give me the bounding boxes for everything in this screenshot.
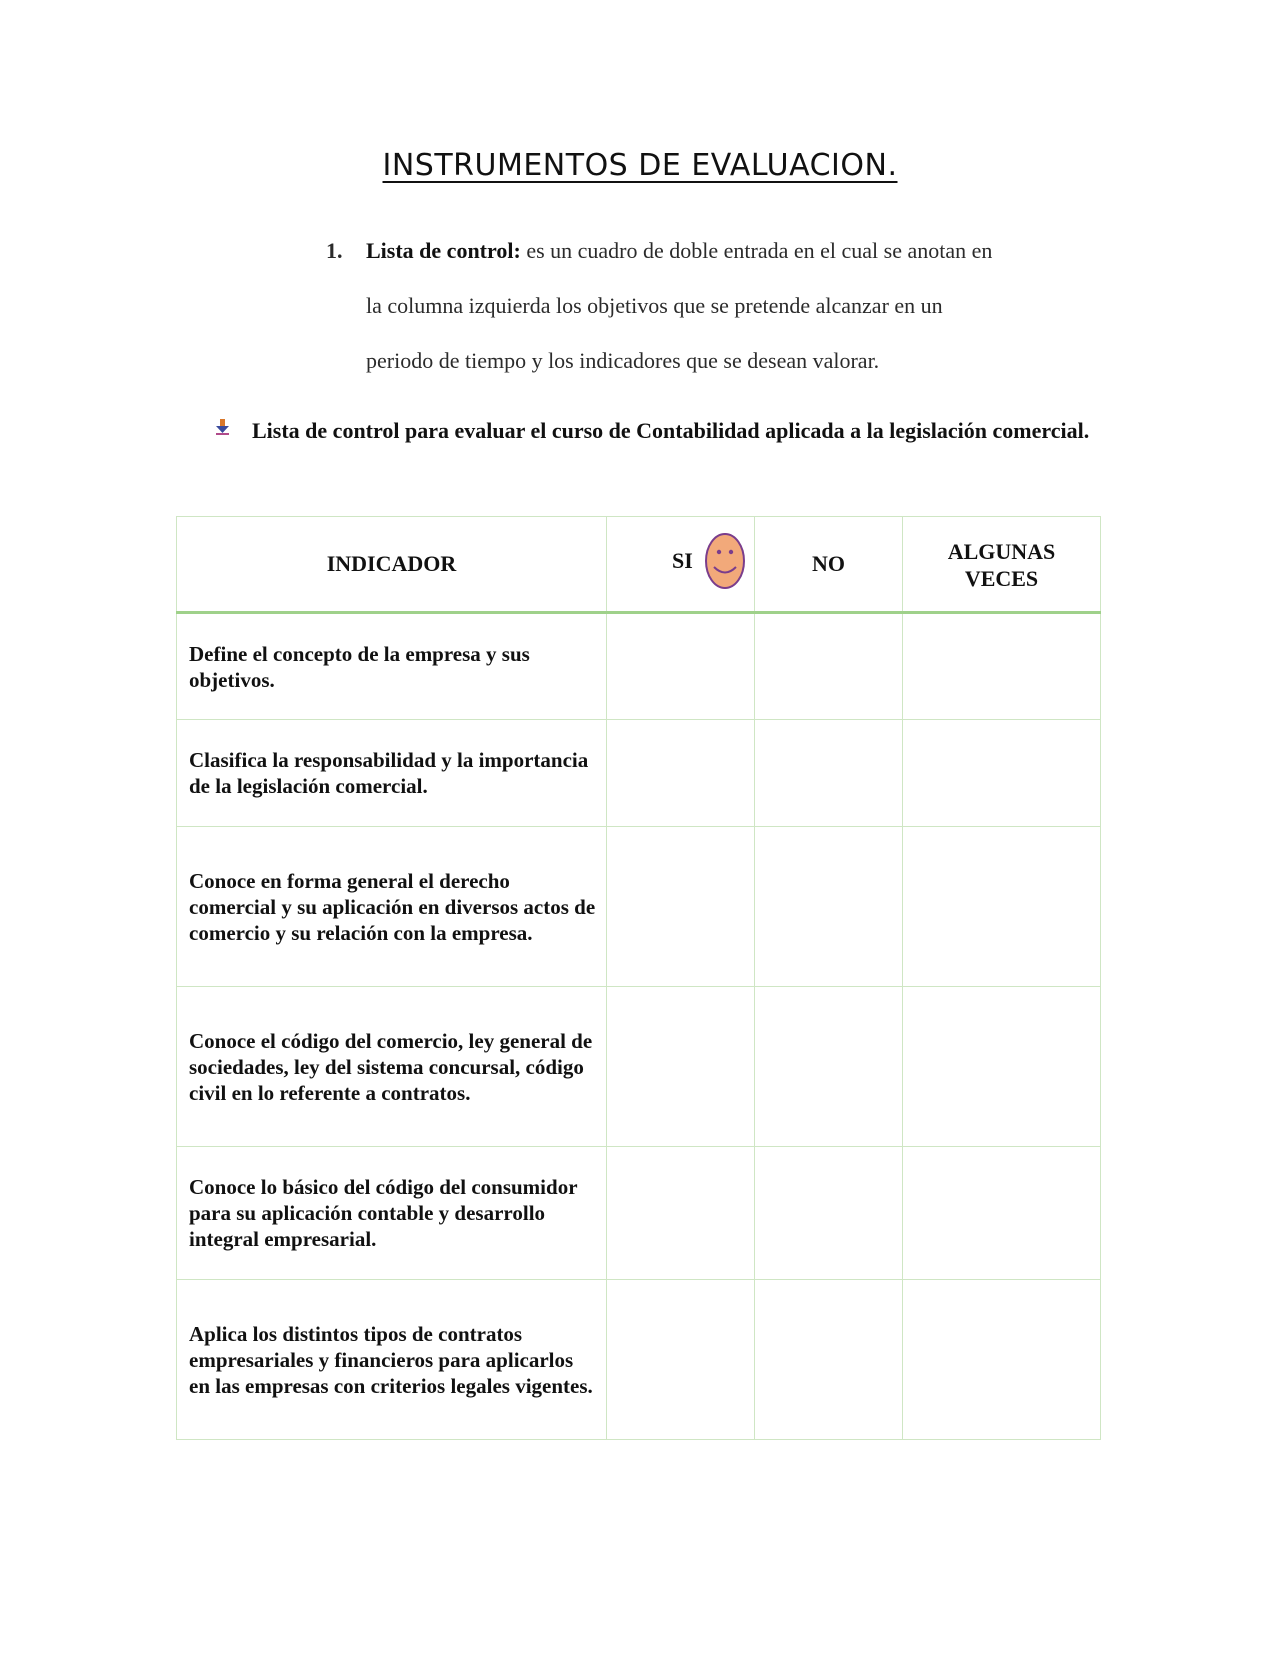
indicator-cell: Conoce lo básico del código del consumidor para su aplicación contable y desarrollo integral empresarial. xyxy=(177,1147,607,1280)
header-no: NO xyxy=(755,517,903,613)
si-cell[interactable] xyxy=(607,1147,755,1280)
table-row xyxy=(177,1147,1101,1280)
header-algunas-line1: ALGUNAS xyxy=(947,538,1056,564)
no-cell[interactable] xyxy=(755,1280,903,1440)
header-si-label: SI xyxy=(672,548,693,573)
no-cell[interactable] xyxy=(755,720,903,827)
bullet-heading: Lista de control para evaluar el curso de Contabilidad aplicada a la legislación comercial. xyxy=(252,418,1090,443)
no-cell[interactable] xyxy=(755,987,903,1147)
table-row xyxy=(177,720,1101,827)
item-line-1-text: es un cuadro de doble entrada en el cual se anotan en xyxy=(526,238,993,263)
no-cell[interactable] xyxy=(755,613,903,720)
header-indicador: INDICADOR xyxy=(177,517,607,613)
table-row xyxy=(177,613,1101,720)
smiley-face-icon xyxy=(704,532,746,590)
indicator-cell: Conoce en forma general el derecho comercial y su aplicación en diversos actos de comercio y su relación con la empresa. xyxy=(177,827,607,987)
si-cell[interactable] xyxy=(607,613,755,720)
algunas-veces-cell[interactable] xyxy=(903,613,1101,720)
header-algunas-line2: VECES xyxy=(964,565,1039,591)
algunas-veces-cell[interactable] xyxy=(903,1147,1101,1280)
indicator-cell: Aplica los distintos tipos de contratos empresariales y financieros para aplicarlos en las empresas con criterios legales vigentes. xyxy=(177,1280,607,1440)
si-cell[interactable] xyxy=(607,720,755,827)
no-cell[interactable] xyxy=(755,1147,903,1280)
item-term: Lista de control: xyxy=(366,238,521,263)
item-line-3: periodo de tiempo y los indicadores que se desean valorar. xyxy=(366,348,880,373)
item-line-1 xyxy=(366,238,992,264)
indicator-cell: Conoce el código del comercio, ley general de sociedades, ley del sistema concursal, código civil en lo referente a contratos. xyxy=(177,987,607,1147)
checklist-table xyxy=(176,516,1101,1440)
si-cell[interactable] xyxy=(607,827,755,987)
indicator-cell: Define el concepto de la empresa y sus objetivos. xyxy=(177,613,607,720)
item-line-2: la columna izquierda los objetivos que se pretende alcanzar en un xyxy=(366,293,943,318)
arrow-bullet-icon xyxy=(215,418,231,436)
header-si xyxy=(607,517,755,613)
table-row xyxy=(177,1280,1101,1440)
table-row xyxy=(177,987,1101,1147)
algunas-veces-cell[interactable] xyxy=(903,987,1101,1147)
si-cell[interactable] xyxy=(607,1280,755,1440)
page-title: INSTRUMENTOS DE EVALUACION. xyxy=(382,148,898,183)
si-cell[interactable] xyxy=(607,987,755,1147)
item-number: 1. xyxy=(326,238,343,263)
indicator-cell: Clasifica la responsabilidad y la importancia de la legislación comercial. xyxy=(177,720,607,827)
header-algunas-veces xyxy=(903,517,1101,613)
algunas-veces-cell[interactable] xyxy=(903,1280,1101,1440)
table-header-row xyxy=(177,517,1101,613)
no-cell[interactable] xyxy=(755,827,903,987)
algunas-veces-cell[interactable] xyxy=(903,827,1101,987)
table-row xyxy=(177,827,1101,987)
algunas-veces-cell[interactable] xyxy=(903,720,1101,827)
